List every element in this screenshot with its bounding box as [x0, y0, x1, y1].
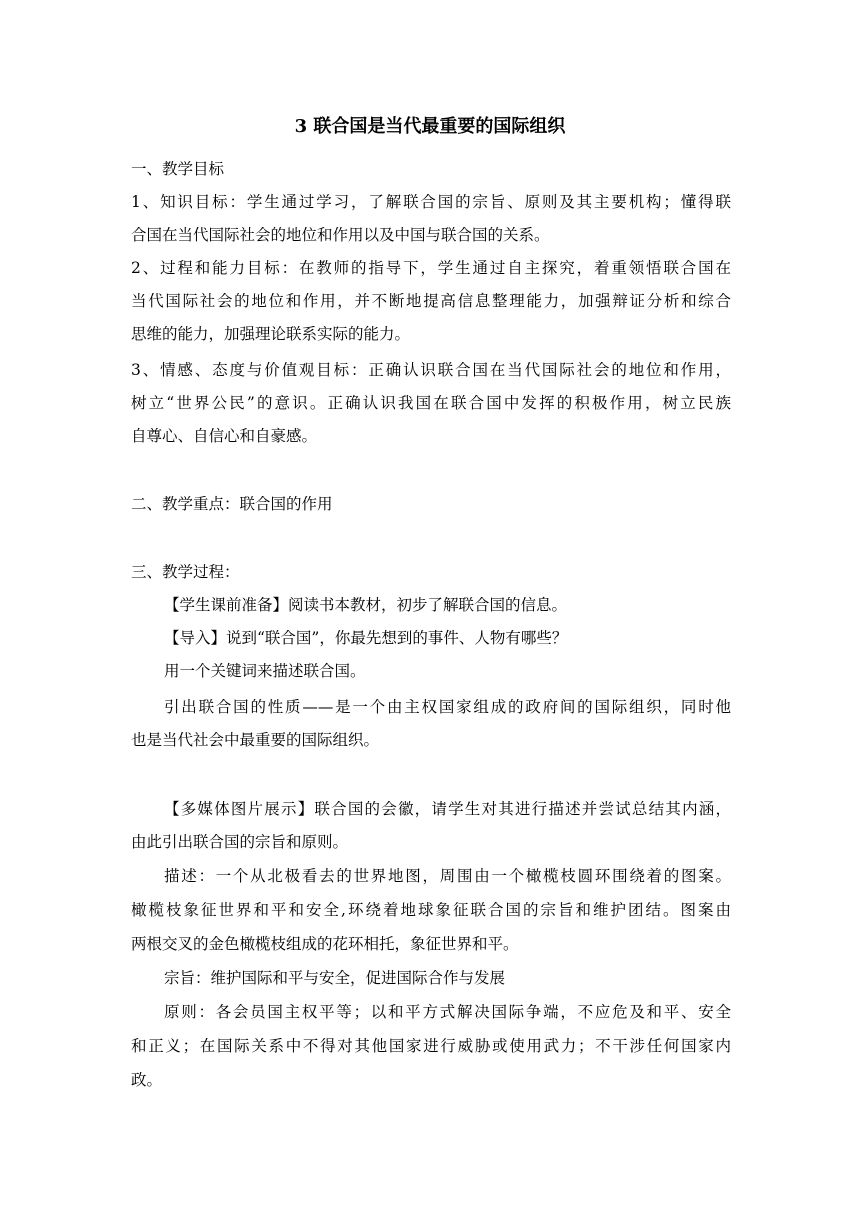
objective-2-line-1: 2、过程和能力目标：在教师的指导下，学生通过自主探究，着重领悟联合国在 [131, 259, 731, 277]
keyword-activity: 用一个关键词来描述联合国。 [164, 662, 366, 680]
un-nature-line-2: 也是当代社会中最重要的国际组织。 [131, 731, 380, 749]
objective-2-line-3: 思维的能力，加强理论联系实际的能力。 [131, 325, 411, 343]
section-heading-teaching-goals: 一、教学目标 [131, 160, 225, 178]
objective-1-line-1: 1、知识目标：学生通过学习，了解联合国的宗旨、原则及其主要机构；懂得联 [131, 193, 731, 211]
multimedia-display-line-2: 由此引出联合国的宗旨和原则。 [131, 833, 349, 851]
un-principles-line-3: 政。 [131, 1071, 163, 1089]
un-purpose: 宗旨：维护国际和平与安全，促进国际合作与发展 [164, 969, 506, 987]
multimedia-display-line-1: 【多媒体图片展示】联合国的会徽，请学生对其进行描述并尝试总结其内涵， [164, 800, 731, 818]
objective-1-line-2: 合国在当代国际社会的地位和作用以及中国与联合国的关系。 [131, 226, 550, 244]
emblem-description-line-3: 两根交叉的金色橄榄枝组成的花环相托，象征世界和平。 [131, 935, 519, 953]
objective-3-line-1: 3、情感、态度与价值观目标：正确认识联合国在当代国际社会的地位和作用， [131, 361, 731, 379]
student-preparation: 【学生课前准备】阅读书本教材，初步了解联合国的信息。 [164, 596, 568, 614]
section-heading-teaching-process: 三、教学过程： [131, 563, 240, 581]
lesson-introduction: 【导入】说到“联合国”，你最先想到的事件、人物有哪些？ [164, 629, 568, 647]
document-title: 3 联合国是当代最重要的国际组织 [294, 116, 566, 137]
un-principles-line-1: 原则：各会员国主权平等；以和平方式解决国际争端，不应危及和平、安全 [164, 1003, 731, 1021]
emblem-description-line-1: 描述：一个从北极看去的世界地图，周围由一个橄榄枝圆环围绕着的图案。 [164, 867, 731, 885]
un-nature-line-1: 引出联合国的性质——是一个由主权国家组成的政府间的国际组织，同时他 [164, 698, 731, 716]
objective-3-line-2: 树立“世界公民”的意识。正确认识我国在联合国中发挥的积极作用，树立民族 [131, 394, 731, 412]
objective-3-line-3: 自尊心、自信心和自豪感。 [131, 427, 318, 445]
section-heading-key-points: 二、教学重点：联合国的作用 [131, 495, 333, 513]
un-principles-line-2: 和正义；在国际关系中不得对其他国家进行威胁或使用武力；不干涉任何国家内 [131, 1037, 731, 1055]
objective-2-line-2: 当代国际社会的地位和作用，并不断地提高信息整理能力，加强辩证分析和综合 [131, 292, 731, 310]
emblem-description-line-2: 橄榄枝象征世界和平和安全,环绕着地球象征联合国的宗旨和维护团结。图案由 [131, 901, 731, 919]
